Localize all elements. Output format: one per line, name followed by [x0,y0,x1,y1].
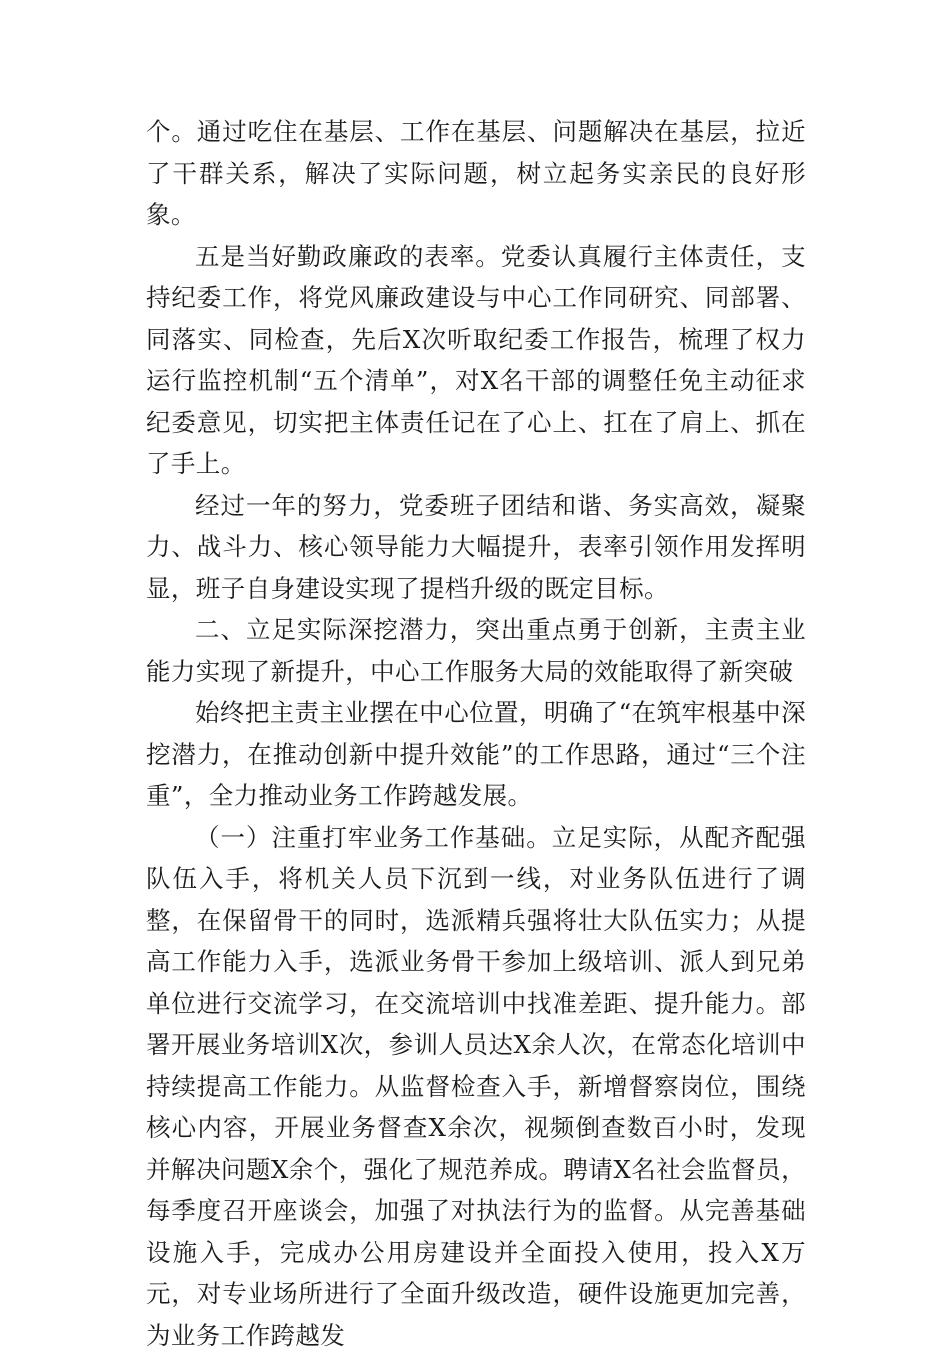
paragraph-section-intro: 始终把主责主业摆在中心位置，明确了“在筑牢根基中深挖潜力，在推动创新中提升效能”的工作思路，通过“三个注重”，全力推动业务工作跨越发展。 [146,692,806,817]
paragraph-year-summary: 经过一年的努力，党委班子团结和谐、务实高效，凝聚力、战斗力、核心领导能力大幅提升，表率引领作用发挥明显，班子自身建设实现了提档升级的既定目标。 [146,485,806,610]
paragraph-integrity-model: 五是当好勤政廉政的表率。党委认真履行主体责任，支持纪委工作，将党风廉政建设与中心工作同研究、同部署、同落实、同检查，先后X次听取纪委工作报告，梳理了权力运行监控机制“五个清单”，对X名干部的调整任免主动征求纪委意见，切实把主体责任记在了心上、扛在了肩上、抓在了手上。 [146,236,806,485]
paragraph-continuation: 个。通过吃住在基层、工作在基层、问题解决在基层，拉近了干群关系，解决了实际问题，树立起务实亲民的良好形象。 [146,111,806,236]
paragraph-subsection-one: （一）注重打牢业务工作基础。立足实际，从配齐配强队伍入手，将机关人员下沉到一线，对业务队伍进行了调整，在保留骨干的同时，选派精兵强将壮大队伍实力；从提高工作能力入手，选派业务骨干参加上级培训、派人到兄弟单位进行交流学习，在交流培训中找准差距、提升能力。部署开展业务培训X次，参训人员达X余人次，在常态化培训中持续提高工作能力。从监督检查入手，新增督察岗位，围绕核心内容，开展业务督查X余次，视频倒查数百小时，发现并解决问题X余个，强化了规范养成。聘请X名社会监督员，每季度召开座谈会，加强了对执法行为的监督。从完善基础设施入手，完成办公用房建设并全面投入使用，投入X万元，对专业场所进行了全面升级改造，硬件设施更加完善，为业务工作跨越发 [146,817,806,1356]
document-body [146,111,806,1356]
section-heading-two: 二、立足实际深挖潜力，突出重点勇于创新，主责主业能力实现了新提升，中心工作服务大局的效能取得了新突破 [146,609,806,692]
